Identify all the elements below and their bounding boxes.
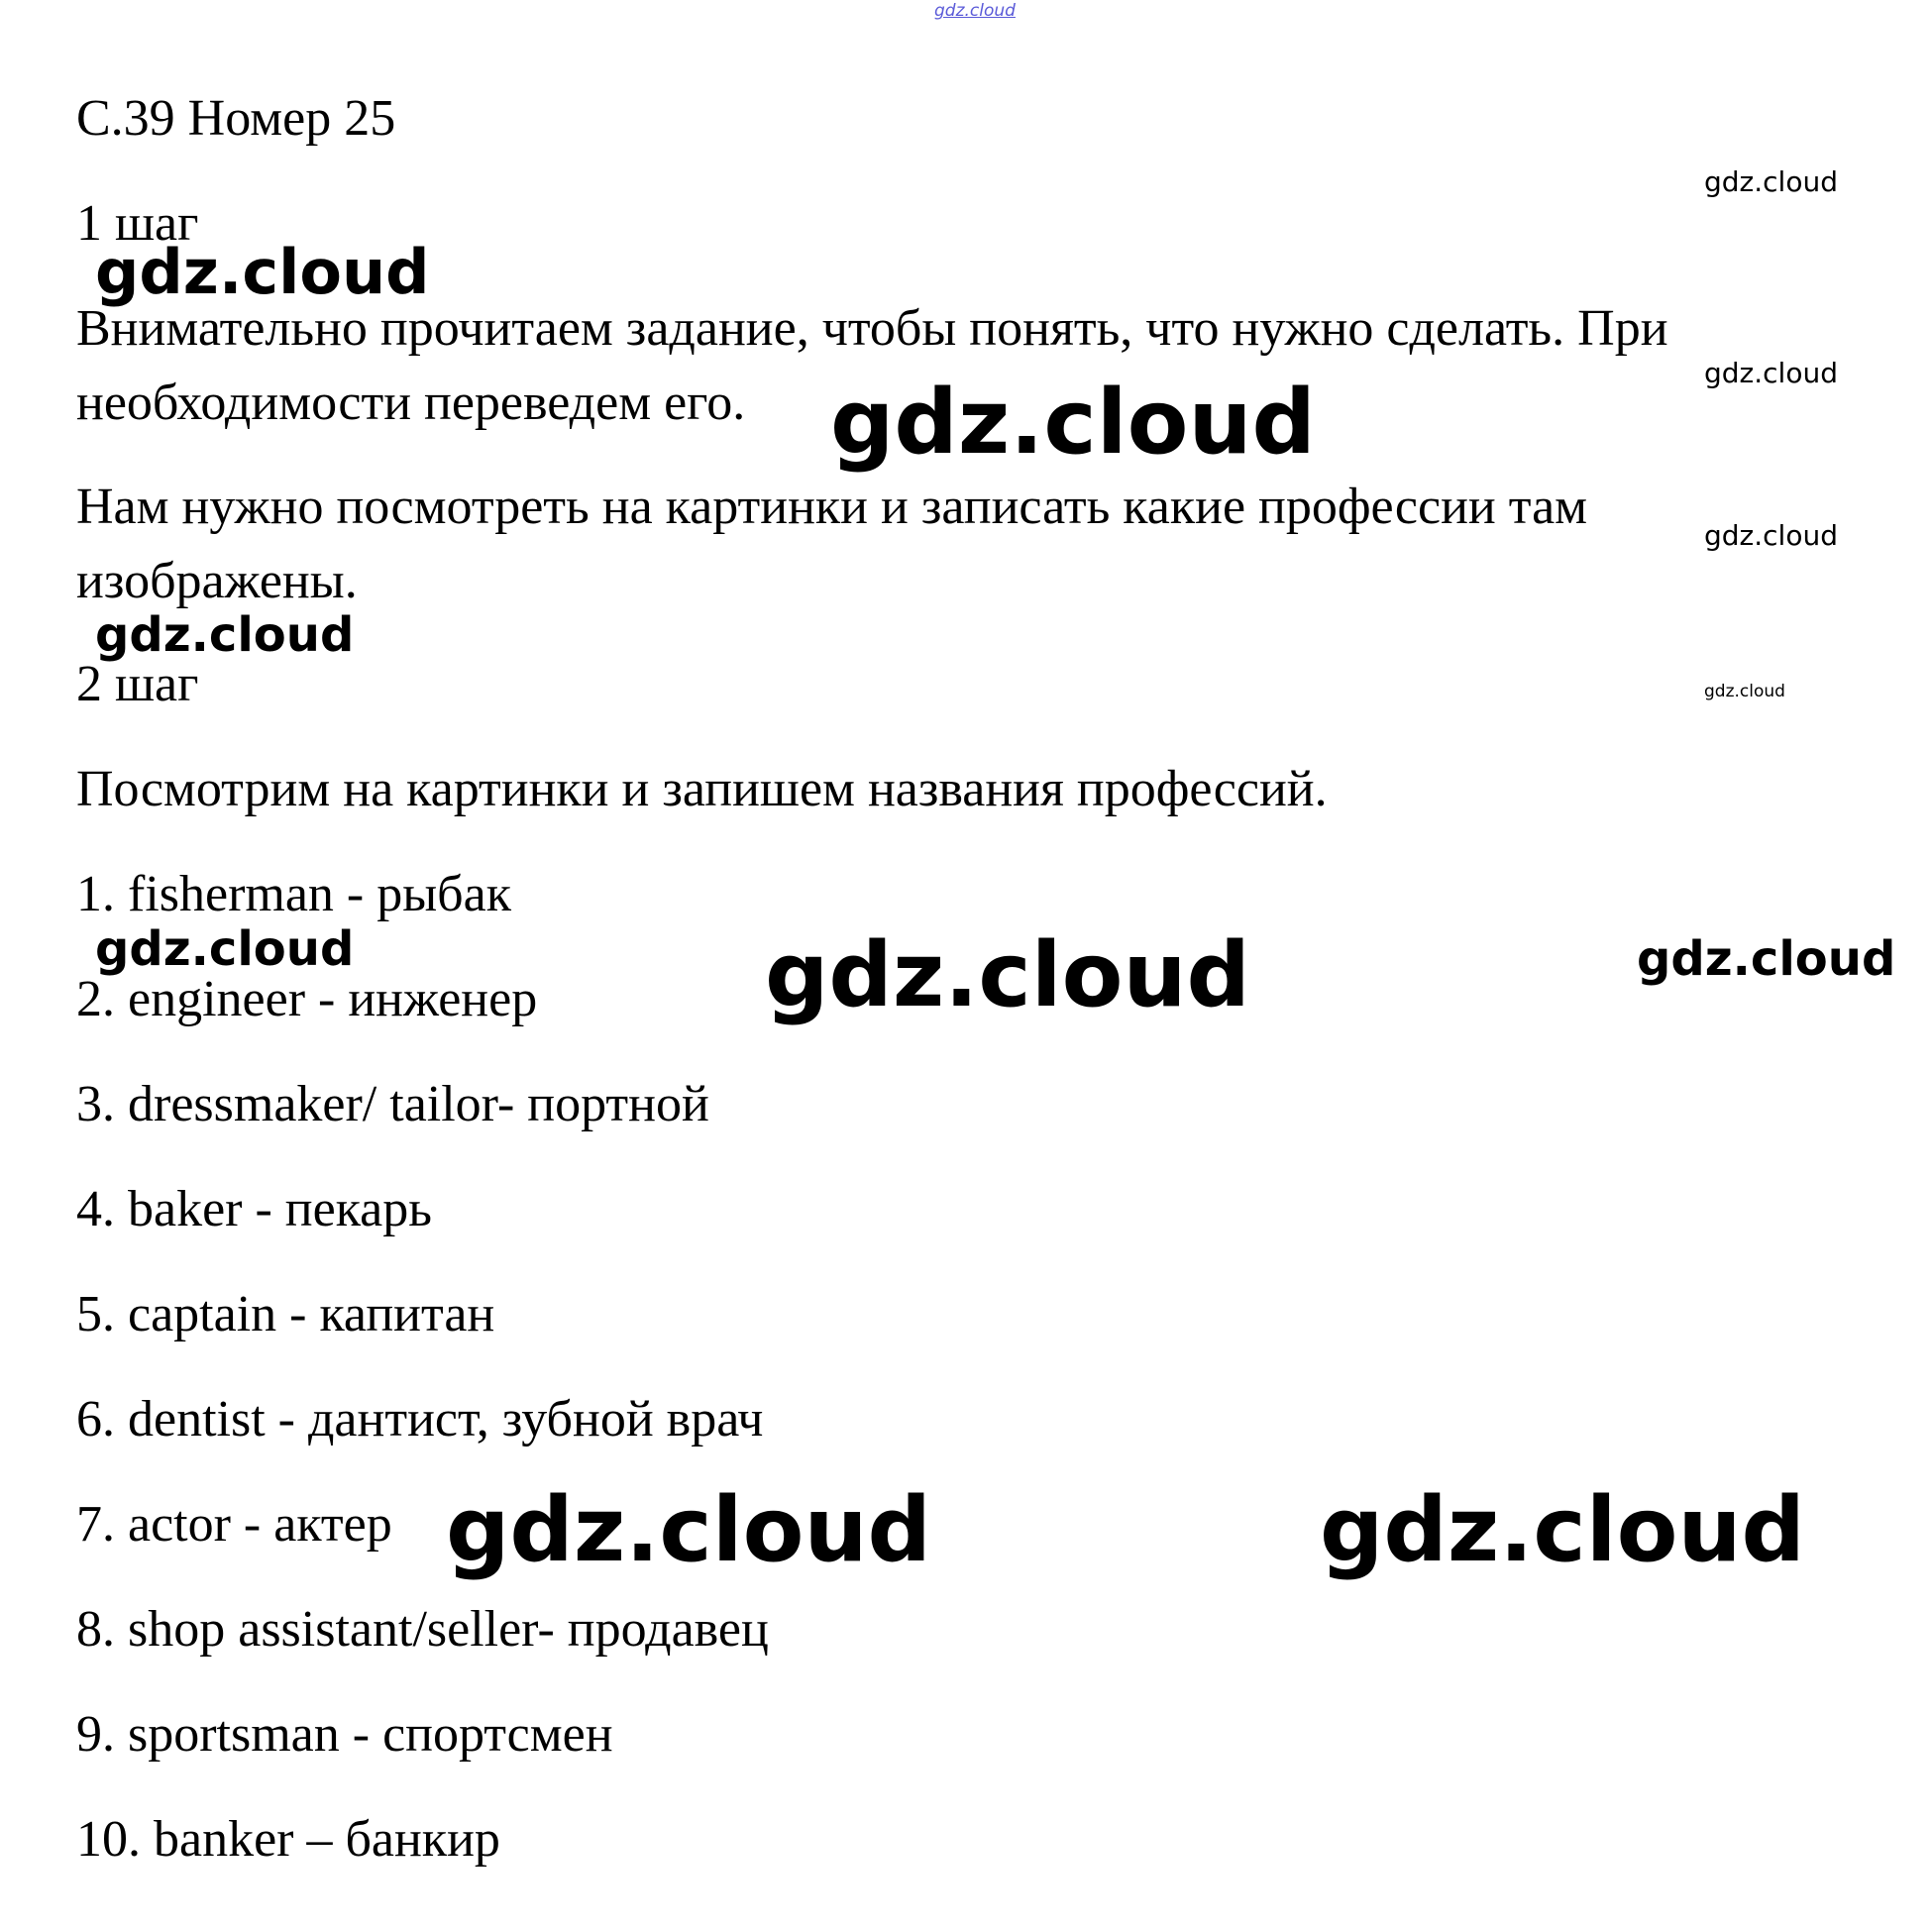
answer-item-3: 3. dressmaker/ tailor- портной bbox=[76, 1076, 709, 1132]
step1-text-line1: Внимательно прочитаем задание, чтобы понять, что нужно сделать. При bbox=[76, 300, 1668, 357]
step1-label: 1 шаг bbox=[76, 195, 199, 252]
watermark-medium-1: gdz.cloud bbox=[95, 236, 430, 308]
watermark-small-2: gdz.cloud bbox=[1704, 357, 1838, 389]
header-watermark[interactable]: gdz.cloud bbox=[934, 1, 1016, 21]
watermark-medium-3: gdz.cloud bbox=[95, 921, 355, 977]
page-title: С.39 Номер 25 bbox=[76, 90, 396, 147]
step2-intro: Посмотрим на картинки и запишем названия профессий. bbox=[76, 761, 1328, 817]
answer-item-5: 5. captain - капитан bbox=[76, 1286, 495, 1342]
watermark-large-2: gdz.cloud bbox=[765, 923, 1250, 1027]
step2-label: 2 шаг bbox=[76, 656, 199, 712]
answer-item-10: 10. banker – банкир bbox=[76, 1811, 500, 1868]
watermark-large-4: gdz.cloud bbox=[1320, 1478, 1805, 1582]
step1-text-line2: необходимости переведем его. bbox=[76, 375, 746, 431]
answer-item-7: 7. actor - актер bbox=[76, 1496, 392, 1553]
watermark-medium-4: gdz.cloud bbox=[1637, 931, 1896, 987]
answer-item-4: 4. baker - пекарь bbox=[76, 1181, 432, 1237]
answer-item-8: 8. shop assistant/seller- продавец bbox=[76, 1601, 769, 1658]
watermark-tiny-1: gdz.cloud bbox=[1704, 682, 1785, 701]
watermark-large-3: gdz.cloud bbox=[446, 1478, 931, 1582]
answer-item-2: 2. engineer - инженер bbox=[76, 971, 538, 1027]
step1-text-line3: Нам нужно посмотреть на картинки и записать какие профессии там bbox=[76, 479, 1588, 535]
answer-item-6: 6. dentist - дантист, зубной врач bbox=[76, 1391, 764, 1448]
watermark-small-1: gdz.cloud bbox=[1704, 165, 1838, 198]
watermark-small-3: gdz.cloud bbox=[1704, 519, 1838, 552]
answer-item-9: 9. sportsman - спортсмен bbox=[76, 1706, 613, 1763]
answer-item-1: 1. fisherman - рыбак bbox=[76, 866, 511, 922]
watermark-large-1: gdz.cloud bbox=[830, 371, 1316, 475]
step1-text-line4: изображены. bbox=[76, 553, 358, 609]
watermark-medium-2: gdz.cloud bbox=[95, 607, 355, 663]
